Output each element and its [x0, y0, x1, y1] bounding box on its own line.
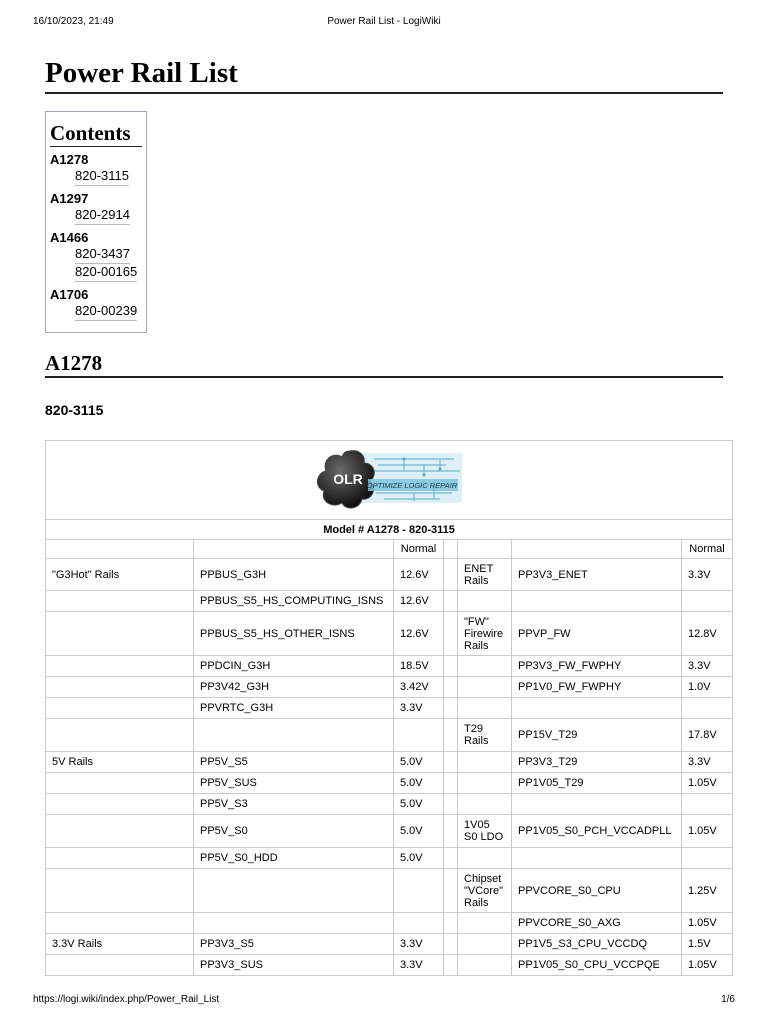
rail-voltage: 1.0V [682, 677, 733, 698]
rail-spacer [444, 815, 458, 848]
table-row [46, 955, 733, 976]
rail-voltage: 12.6V [394, 559, 444, 591]
model-caption: Model # A1278 - 820-3115 [46, 520, 733, 540]
olr-logo [314, 445, 464, 515]
rail-name: PPVRTC_G3H [194, 698, 394, 719]
rail-spacer [444, 869, 458, 913]
rail-name: PP1V0_FW_FWPHY [512, 677, 682, 698]
rail-group [46, 773, 194, 794]
table-row [46, 591, 733, 612]
rail-group [46, 591, 194, 612]
rail-name: PP5V_S0 [194, 815, 394, 848]
table-row [46, 773, 733, 794]
logo-row [46, 441, 733, 520]
rail-group: 1V05 S0 LDO [458, 815, 512, 848]
rail-spacer [444, 677, 458, 698]
rail-group [458, 656, 512, 677]
toc-link-820-3115[interactable]: 820-3115 [75, 168, 129, 186]
rail-name [512, 848, 682, 869]
rail-voltage: 5.0V [394, 815, 444, 848]
rail-voltage [682, 848, 733, 869]
rail-group [458, 934, 512, 955]
rail-voltage: 1.05V [682, 773, 733, 794]
rail-name: PP15V_T29 [512, 719, 682, 752]
section-heading: A1278 [45, 350, 723, 378]
rail-voltage: 5.0V [394, 794, 444, 815]
rail-name: PPBUS_S5_HS_COMPUTING_ISNS [194, 591, 394, 612]
toc-link-820-3437[interactable]: 820-3437 [75, 246, 130, 264]
rail-spacer [444, 794, 458, 815]
toc-link-820-00165[interactable]: 820-00165 [75, 264, 137, 282]
rail-voltage: 18.5V [394, 656, 444, 677]
toc-model-a1278[interactable]: A1278 [50, 152, 89, 167]
rail-group [46, 869, 194, 913]
rail-group: Chipset "VCore" Rails [458, 869, 512, 913]
rail-voltage [394, 869, 444, 913]
table-row [46, 656, 733, 677]
rail-spacer [444, 934, 458, 955]
table-row [46, 698, 733, 719]
rail-group [46, 656, 194, 677]
table-of-contents [45, 111, 147, 333]
rail-name [512, 591, 682, 612]
rail-spacer [444, 591, 458, 612]
rail-voltage [682, 794, 733, 815]
rail-group [458, 848, 512, 869]
rail-group [458, 794, 512, 815]
rail-group: ENET Rails [458, 559, 512, 591]
rail-spacer [444, 913, 458, 934]
rail-name: PP5V_S0_HDD [194, 848, 394, 869]
rail-voltage: 3.3V [394, 698, 444, 719]
rail-voltage: 17.8V [682, 719, 733, 752]
table-row [46, 677, 733, 698]
rail-name: PPVCORE_S0_AXG [512, 913, 682, 934]
rail-voltage: 5.0V [394, 773, 444, 794]
rail-spacer [444, 848, 458, 869]
rail-name [194, 719, 394, 752]
rail-group [46, 955, 194, 976]
rail-voltage: 5.0V [394, 848, 444, 869]
page-title: Power Rail List [45, 54, 723, 94]
rail-voltage: 3.3V [394, 934, 444, 955]
rail-name: PP1V05_T29 [512, 773, 682, 794]
toc-link-820-00239[interactable]: 820-00239 [75, 303, 137, 321]
table-row [46, 752, 733, 773]
rail-spacer [444, 955, 458, 976]
rail-name: PPVCORE_S0_CPU [512, 869, 682, 913]
logo-tagline: OPTIMIZE LOGIC REPAIR [366, 481, 458, 490]
table-row [46, 934, 733, 955]
rail-spacer [444, 752, 458, 773]
rail-group [46, 815, 194, 848]
print-page-title: Power Rail List - LogiWiki [327, 16, 441, 27]
rail-name [512, 794, 682, 815]
rail-name: PPBUS_G3H [194, 559, 394, 591]
rail-group [458, 955, 512, 976]
rail-voltage [394, 913, 444, 934]
rail-name: PP5V_S3 [194, 794, 394, 815]
print-header [33, 16, 735, 30]
rail-voltage [682, 698, 733, 719]
rail-group [458, 698, 512, 719]
print-url: https://logi.wiki/index.php/Power_Rail_List [33, 994, 220, 1005]
rail-name: PP3V42_G3H [194, 677, 394, 698]
table-row [46, 559, 733, 591]
toc-group [50, 152, 142, 186]
rail-name: PP3V3_FW_FWPHY [512, 656, 682, 677]
subsection-heading: 820-3115 [45, 402, 104, 418]
header-cell [194, 540, 394, 559]
header-row [46, 540, 733, 559]
logo-text: OLR [333, 471, 363, 487]
rail-group [46, 719, 194, 752]
toc-model-a1297[interactable]: A1297 [50, 191, 89, 206]
rail-group [46, 698, 194, 719]
rail-group [46, 913, 194, 934]
rail-group [46, 794, 194, 815]
rail-spacer [444, 719, 458, 752]
rail-group: "G3Hot" Rails [46, 559, 194, 591]
toc-model-a1706[interactable]: A1706 [50, 287, 89, 302]
table-row [46, 612, 733, 656]
print-datetime: 16/10/2023, 21:49 [33, 16, 114, 27]
toc-group [50, 230, 142, 282]
rail-spacer [444, 612, 458, 656]
rail-name: PP5V_SUS [194, 773, 394, 794]
rail-voltage: 3.3V [394, 955, 444, 976]
rail-group [458, 913, 512, 934]
rail-group: T29 Rails [458, 719, 512, 752]
toc-model-a1466[interactable]: A1466 [50, 230, 89, 245]
rail-group [458, 752, 512, 773]
normal-header-right: Normal [682, 540, 733, 559]
rail-spacer [444, 559, 458, 591]
rail-voltage: 1.05V [682, 815, 733, 848]
rail-voltage: 1.05V [682, 913, 733, 934]
toc-group [50, 287, 142, 321]
rail-voltage: 3.42V [394, 677, 444, 698]
rail-group: 5V Rails [46, 752, 194, 773]
rail-voltage: 12.8V [682, 612, 733, 656]
toc-link-820-2914[interactable]: 820-2914 [75, 207, 130, 225]
toc-group [50, 191, 142, 225]
rail-voltage: 1.25V [682, 869, 733, 913]
rail-voltage [682, 591, 733, 612]
table-row [46, 815, 733, 848]
rail-spacer [444, 773, 458, 794]
rail-name: PP1V05_S0_PCH_VCCADPLL [512, 815, 682, 848]
rail-voltage: 1.05V [682, 955, 733, 976]
rail-voltage: 3.3V [682, 656, 733, 677]
rail-spacer [444, 656, 458, 677]
header-cell [444, 540, 458, 559]
print-page-number: 1/6 [721, 994, 735, 1005]
normal-header-left: Normal [394, 540, 444, 559]
rail-group: "FW" Firewire Rails [458, 612, 512, 656]
rail-group: 3.3V Rails [46, 934, 194, 955]
rail-group [458, 591, 512, 612]
model-row [46, 520, 733, 540]
table-row [46, 794, 733, 815]
rail-spacer [444, 698, 458, 719]
rail-name: PP3V3_S5 [194, 934, 394, 955]
rail-group [46, 848, 194, 869]
rail-voltage: 12.6V [394, 591, 444, 612]
header-cell [46, 540, 194, 559]
rail-group [46, 677, 194, 698]
rail-name: PPVP_FW [512, 612, 682, 656]
rail-name: PP3V3_ENET [512, 559, 682, 591]
rail-name: PP5V_S5 [194, 752, 394, 773]
rail-voltage: 5.0V [394, 752, 444, 773]
rail-group [458, 677, 512, 698]
print-footer [33, 994, 735, 1008]
rail-name: PP1V5_S3_CPU_VCCDQ [512, 934, 682, 955]
table-row [46, 869, 733, 913]
header-cell [458, 540, 512, 559]
rail-voltage: 3.3V [682, 752, 733, 773]
table-row [46, 848, 733, 869]
header-cell [512, 540, 682, 559]
power-rail-table [45, 440, 733, 976]
rail-voltage: 12.6V [394, 612, 444, 656]
rail-name: PPDCIN_G3H [194, 656, 394, 677]
rail-name: PPBUS_S5_HS_OTHER_ISNS [194, 612, 394, 656]
rail-name [194, 913, 394, 934]
rail-name: PP3V3_SUS [194, 955, 394, 976]
rail-voltage: 1.5V [682, 934, 733, 955]
toc-heading: Contents [50, 120, 142, 147]
rail-name [512, 698, 682, 719]
logo-cell [46, 441, 733, 520]
table-row [46, 913, 733, 934]
rail-name [194, 869, 394, 913]
rail-name: PP1V05_S0_CPU_VCCPQE [512, 955, 682, 976]
rail-group [46, 612, 194, 656]
rail-name: PP3V3_T29 [512, 752, 682, 773]
rail-voltage [394, 719, 444, 752]
table-row [46, 719, 733, 752]
rail-group [458, 773, 512, 794]
rail-voltage: 3.3V [682, 559, 733, 591]
